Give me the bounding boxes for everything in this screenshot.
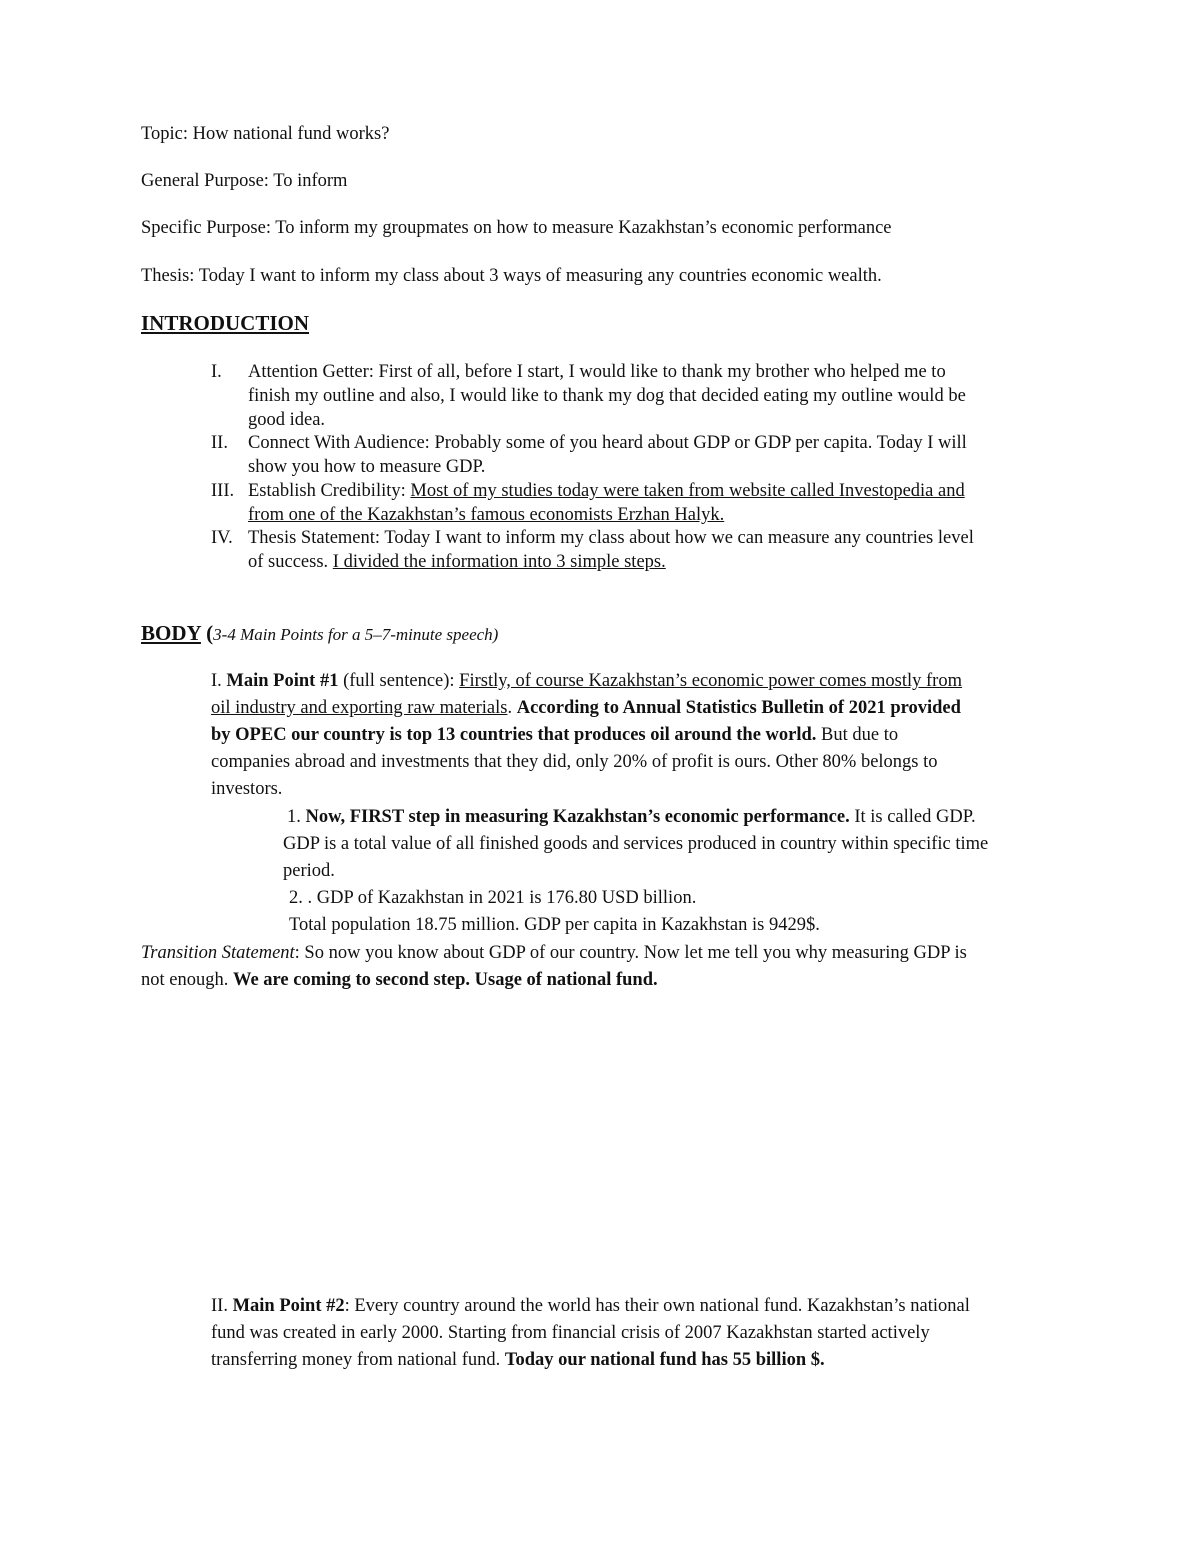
intro-item-3-line-2 <box>248 503 724 527</box>
intro-item-3-numeral: III. <box>211 481 235 501</box>
main-point-1-paren: (full sentence): <box>338 671 460 691</box>
intro-item-4-line-1: Thesis Statement: Today I want to inform my class about how we can measure any countries level <box>248 528 974 548</box>
sub-point-1-bold: Now, FIRST step in measuring Kazakhstan’s economic performance. <box>305 807 850 827</box>
general-purpose-line: General Purpose: To inform <box>141 171 348 191</box>
credibility-underlined-1: Most of my studies today were taken from website called Investopedia and <box>410 481 965 501</box>
main-point-1-line-1 <box>211 669 962 693</box>
sub-point-1-line-1 <box>287 805 976 829</box>
body-heading-line <box>141 620 498 648</box>
main-point-1-line-5: investors. <box>211 779 283 799</box>
main-point-2-text-1: : Every country around the world has their own national fund. Kazakhstan’s national <box>344 1296 970 1316</box>
topic-line: Topic: How national fund works? <box>141 124 390 144</box>
main-point-1-line-4: companies abroad and investments that they did, only 20% of profit is ours. Other 80% belongs to <box>211 752 938 772</box>
sub-point-2-line-1: 2. . GDP of Kazakhstan in 2021 is 176.80 USD billion. <box>289 888 697 908</box>
intro-item-2-line-2: show you how to measure GDP. <box>248 457 486 477</box>
intro-item-1-line-2: finish my outline and also, I would like to thank my dog that decided eating my outline would be <box>248 386 966 406</box>
main-point-2-line-2: fund was created in early 2000. Starting from financial crisis of 2007 Kazakhstan started actively <box>211 1323 930 1343</box>
sub-point-1-line-3: period. <box>283 861 335 881</box>
transition-line-1 <box>141 941 967 965</box>
main-point-1-line-3 <box>211 723 898 747</box>
intro-item-4-numeral: IV. <box>211 528 233 548</box>
body-heading-paren: ( <box>200 621 214 645</box>
main-point-1-underlined-1: Firstly, of course Kazakhstan’s economic power comes mostly from <box>459 671 962 691</box>
main-point-1-line-2 <box>211 696 961 720</box>
intro-item-1-numeral: I. <box>211 362 222 382</box>
introduction-heading: INTRODUCTION <box>141 311 310 335</box>
sub-point-2-line-2: Total population 18.75 million. GDP per capita in Kazakhstan is 9429$. <box>289 915 820 935</box>
main-point-2-plain-3: transferring money from national fund. <box>211 1350 505 1370</box>
thesis-line: Thesis: Today I want to inform my class about 3 ways of measuring any countries economic wealth. <box>141 266 882 286</box>
sub-point-1-after: It is called GDP. <box>849 807 976 827</box>
intro-item-3-line-1 <box>248 479 965 503</box>
main-point-1-underlined-2: oil industry and exporting raw materials <box>211 698 508 718</box>
main-point-2-bold-3: Today our national fund has 55 billion $. <box>504 1350 825 1370</box>
transition-text-2: not enough. <box>141 970 233 990</box>
thesis-statement-underlined: I divided the information into 3 simple steps. <box>332 552 666 572</box>
thesis-statement-plain: of success. <box>248 552 333 572</box>
main-point-2-numeral: II. <box>211 1296 233 1316</box>
main-point-1-bold-2: by OPEC our country is top 13 countries that produces oil around the world. <box>211 725 817 745</box>
intro-item-2-numeral: II. <box>211 433 228 453</box>
transition-line-2 <box>141 968 658 992</box>
sub-point-1-line-2: GDP is a total value of all finished goods and services produced in country within specific time <box>283 834 989 854</box>
body-heading-note: 3-4 Main Points for a 5–7-minute speech) <box>213 625 499 644</box>
transition-bold: We are coming to second step. Usage of national fund. <box>232 970 658 990</box>
main-point-1-bold-1: According to Annual Statistics Bulletin of 2021 provided <box>516 698 961 718</box>
main-point-2-label: Main Point #2 <box>232 1296 345 1316</box>
sub-point-1-number: 1. <box>287 807 306 827</box>
transition-text-1: : So now you know about GDP of our country. Now let me tell you why measuring GDP is <box>294 943 967 963</box>
credibility-underlined-2: from one of the Kazakhstan’s famous economists Erzhan Halyk. <box>248 505 725 525</box>
main-point-1-period: . <box>507 698 517 718</box>
body-heading: BODY <box>141 621 201 645</box>
intro-item-2-line-1: Connect With Audience: Probably some of you heard about GDP or GDP per capita. Today I will <box>248 433 967 453</box>
intro-item-1-line-3: good idea. <box>248 410 326 430</box>
intro-item-4-line-2 <box>248 550 666 574</box>
main-point-2-line-3 <box>211 1348 825 1372</box>
main-point-2-line-1 <box>211 1294 970 1318</box>
intro-item-1-line-1: Attention Getter: First of all, before I start, I would like to thank my brother who helped me to <box>248 362 946 382</box>
transition-label: Transition Statement <box>141 943 295 963</box>
specific-purpose-line: Specific Purpose: To inform my groupmates on how to measure Kazakhstan’s economic performance <box>141 218 892 238</box>
main-point-1-after-bold: But due to <box>816 725 899 745</box>
main-point-1-numeral: I. <box>211 671 227 691</box>
credibility-label: Establish Credibility: <box>248 481 411 501</box>
main-point-1-label: Main Point #1 <box>226 671 339 691</box>
